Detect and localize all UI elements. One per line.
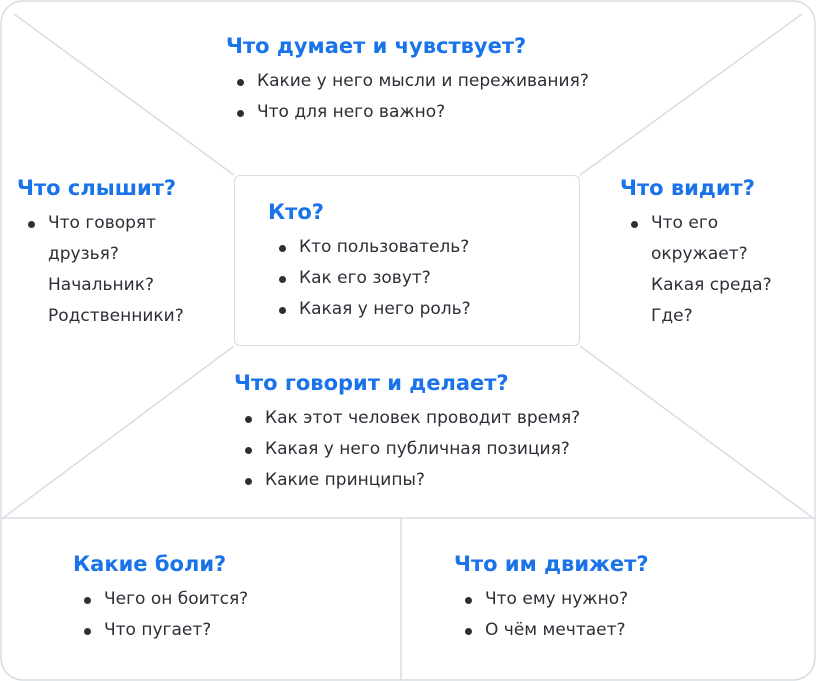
list-item: Как этот человек проводит время? (242, 403, 580, 434)
hear-line-2: друзья? (48, 244, 119, 264)
say-do-title: Что говорит и делает? (234, 371, 509, 395)
diagonal-bottom-left (3, 346, 234, 518)
section-see (620, 176, 772, 332)
section-say-do (234, 371, 580, 496)
diagonal-top-right (580, 14, 802, 175)
gains-list (462, 584, 649, 646)
hear-line-3: Начальник? (48, 275, 155, 295)
list-item: Какие принципы? (242, 465, 580, 496)
see-line-2: окружает? (651, 244, 748, 264)
hear-line-4: Родственники? (48, 306, 184, 326)
list-item (628, 208, 772, 332)
list-item: Что пугает? (81, 615, 248, 646)
see-line-1: Что его (651, 213, 719, 233)
hear-title: Что слышит? (17, 176, 177, 200)
list-item: Кто пользователь? (276, 232, 471, 263)
list-item: Как его зовут? (276, 263, 471, 294)
see-list (628, 208, 772, 332)
who-title: Кто? (268, 200, 324, 224)
see-title: Что видит? (620, 176, 755, 200)
hear-list (25, 208, 184, 332)
see-line-3: Какая среда? (651, 275, 772, 295)
diagonal-top-left (14, 14, 234, 175)
list-item: Какая у него публичная позиция? (242, 434, 580, 465)
hear-line-1: Что говорят (48, 213, 157, 233)
list-item: Что для него важно? (234, 97, 589, 128)
list-item: Какая у него роль? (276, 294, 471, 325)
pains-list (81, 584, 248, 646)
list-item: Какие у него мысли и переживания? (234, 66, 589, 97)
list-item: О чём мечтает? (462, 615, 649, 646)
who-list (276, 232, 471, 325)
section-who (268, 200, 471, 325)
list-item (25, 208, 184, 332)
see-line-4: Где? (651, 306, 693, 326)
section-think-feel (226, 34, 589, 128)
list-item: Что ему нужно? (462, 584, 649, 615)
section-gains (454, 552, 649, 646)
list-item: Чего он боится? (81, 584, 248, 615)
section-hear (17, 176, 184, 332)
section-pains (73, 552, 248, 646)
think-feel-list (234, 66, 589, 128)
diagonal-bottom-right (580, 346, 813, 518)
gains-title: Что им движет? (454, 552, 649, 576)
think-feel-title: Что думает и чувствует? (226, 34, 527, 58)
pains-title: Какие боли? (73, 552, 227, 576)
say-do-list (242, 403, 580, 496)
